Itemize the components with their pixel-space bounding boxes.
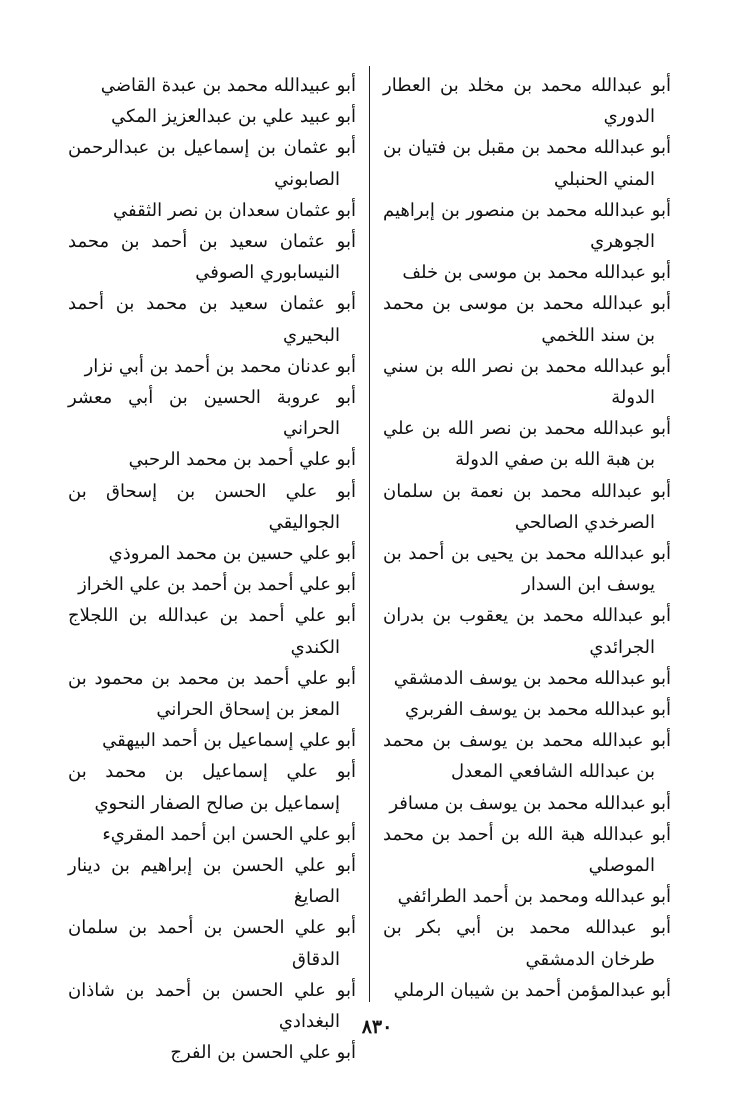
index-entry: أبو علي أحمد بن محمد الرحبي <box>128 449 356 471</box>
index-entry: أبو علي الحسن بن إسحاق بن الجواليقي <box>68 480 356 533</box>
index-entry: أبو علي إسماعيل بن أحمد البيهقي <box>102 730 356 752</box>
index-entry: أبو علي إسماعيل بن محمد بن إسماعيل بن صالح الصفار النحوي <box>68 761 356 814</box>
page-number: ٨٣٠ <box>361 1016 393 1038</box>
index-entry: أبو عثمان سعيد بن أحمد بن محمد النيسابوري الصوفي <box>68 231 356 284</box>
index-entry: أبو علي الحسن بن أحمد بن سلمان الدقاق <box>68 917 356 970</box>
index-entry: أبو عبدالله محمد بن يوسف بن مسافر <box>389 792 671 814</box>
index-entry: أبو عبدالله محمد بن مخلد بن العطار الدوري <box>383 75 671 128</box>
index-entry: أبو عبدالله محمد بن مقبل بن فتيان بن المني الحنبلي <box>383 137 671 190</box>
index-entry: أبو عبدالمؤمن أحمد بن شيبان الرملي <box>393 979 671 1001</box>
index-entry: أبو عبيد علي بن عبدالعزيز المكي <box>111 106 356 128</box>
index-column-right <box>383 70 671 1010</box>
index-entry: أبو عدنان محمد بن أحمد بن أبي نزار <box>84 355 356 377</box>
index-entry: أبو عبيدالله محمد بن عبدة القاضي <box>100 75 356 96</box>
index-entry: أبو عبدالله محمد بن نعمة بن سلمان الصرخدي الصالحي <box>383 480 671 533</box>
index-column-left <box>68 70 356 1064</box>
index-entry: أبو عبدالله محمد بن نصر الله بن علي بن هبة الله بن صفي الدولة <box>383 418 671 471</box>
index-entry: أبو عثمان سعيد بن محمد بن أحمد البحيري <box>68 293 356 346</box>
index-entry: أبو علي الحسن بن الفرج <box>170 1042 356 1064</box>
index-entry: أبو عبدالله محمد بن أبي بكر بن طرخان الدمشقي <box>383 917 671 970</box>
index-entry: أبو عبدالله محمد بن موسى بن خلف <box>402 262 671 284</box>
index-entry: أبو علي أحمد بن أحمد بن علي الخراز <box>78 574 356 596</box>
index-entry: أبو عبدالله محمد بن منصور بن إبراهيم الجوهري <box>383 199 671 253</box>
index-entry: أبو عبدالله ومحمد بن أحمد الطرائفي <box>397 886 671 908</box>
index-entry: أبو عبدالله هبة الله بن أحمد بن محمد الموصلي <box>383 823 671 877</box>
index-entry: أبو عبدالله محمد بن يوسف الفربري <box>404 699 671 721</box>
index-entry: أبو علي أحمد بن محمد بن محمود بن المعز بن إسحاق الحراني <box>68 667 356 721</box>
index-entry: أبو عروبة الحسين بن أبي معشر الحراني <box>68 387 356 440</box>
index-entry: أبو عبدالله محمد بن موسى بن محمد بن سند اللخمي <box>383 293 671 346</box>
index-entry: أبو عثمان بن إسماعيل بن عبدالرحمن الصابوني <box>68 137 356 190</box>
index-entry: أبو عبدالله محمد بن يعقوب بن بدران الجرائدي <box>383 605 671 658</box>
index-entry: أبو عبدالله محمد بن يوسف بن محمد بن عبدالله الشافعي المعدل <box>383 730 671 783</box>
index-entry: أبو علي الحسن بن أحمد بن شاذان البغدادي <box>68 979 356 1033</box>
index-entry: أبو عثمان سعدان بن نصر الثقفي <box>112 199 356 221</box>
index-entry: أبو علي الحسن ابن أحمد المقريء <box>102 823 356 845</box>
column-divider <box>369 66 370 1002</box>
index-entry: أبو علي أحمد بن عبدالله بن اللجلاج الكندي <box>68 605 356 658</box>
index-entry: أبو علي حسين بن محمد المروذي <box>108 543 356 565</box>
index-entry: أبو عبدالله محمد بن نصر الله بن سني الدولة <box>383 355 671 409</box>
index-entry: أبو عبدالله محمد بن يحيى بن أحمد بن يوسف ابن السدار <box>383 543 671 596</box>
index-entry: أبو علي الحسن بن إبراهيم بن دينار الصايغ <box>68 855 356 908</box>
index-entry: أبو عبدالله محمد بن يوسف الدمشقي <box>393 667 671 689</box>
